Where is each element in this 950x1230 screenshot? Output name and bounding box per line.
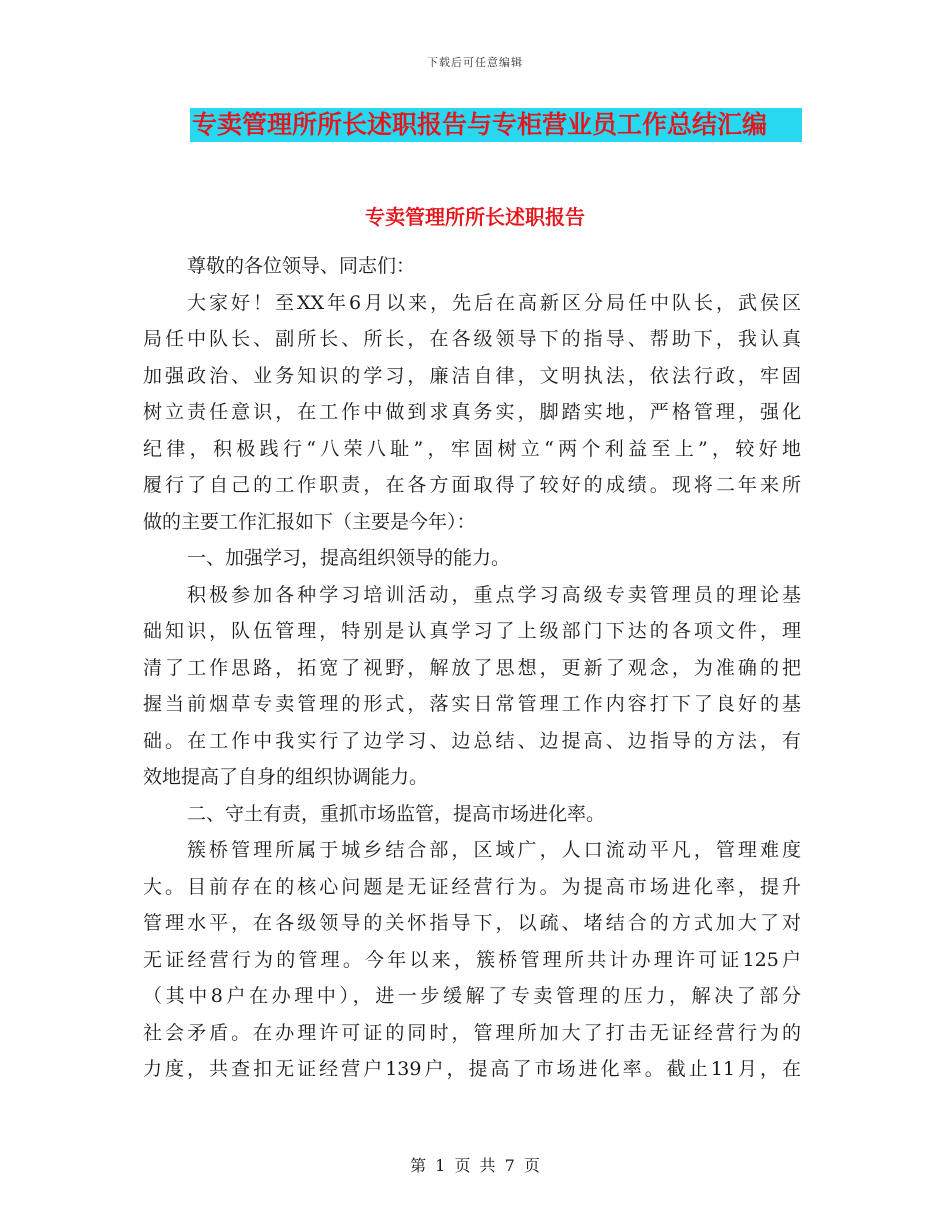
text-line: 社会矛盾。在办理许可证的同时，管理所加大了打击无证经营行为的 [143, 1021, 801, 1044]
text-line: 加强政治、业务知识的学习，廉洁自律，文明执法，依法行政，牢固 [143, 364, 801, 387]
text-line: 纪律，积极践行“八荣八耻”，牢固树立“两个利益至上”，较好地 [143, 437, 801, 460]
header-note: 下载后可任意编辑 [427, 56, 523, 69]
report-body [143, 248, 801, 1088]
text-line: （其中8户在办理中），进一步缓解了专卖管理的压力，解决了部分 [143, 985, 801, 1007]
text-line: 清了工作思路，拓宽了视野，解放了思想，更新了观念，为准确的把 [143, 656, 801, 679]
text-line: 握当前烟草专卖管理的形式，落实日常管理工作内容打下了良好的基 [143, 693, 801, 715]
text-line: 大。目前存在的核心问题是无证经营行为。为提高市场进化率，提升 [143, 875, 801, 898]
text-line: 簇桥管理所属于城乡结合部，区域广，人口流动平凡，管理难度 [187, 839, 801, 861]
text-line: 树立责任意识，在工作中做到求真务实，脚踏实地，严格管理，强化 [143, 401, 801, 423]
text-line: 效地提高了自身的组织协调能力。 [143, 766, 429, 788]
text-line: 一、加强学习，提高组织领导的能力。 [187, 547, 511, 569]
text-line: 无证经营行为的管理。今年以来，簇桥管理所共计办理许可证125户 [143, 948, 801, 971]
text-line: 履行了自己的工作职责，在各方面取得了较好的成绩。现将二年来所 [143, 474, 801, 496]
text-line: 管理水平，在各级领导的关怀指导下，以疏、堵结合的方式加大了对 [143, 912, 801, 934]
section-title: 专卖管理所所长述职报告 [365, 205, 585, 229]
document-title: 专卖管理所所长述职报告与专柜营业员工作总结汇编 [190, 108, 802, 142]
text-line: 础。在工作中我实行了边学习、边总结、边提高、边指导的方法，有 [143, 729, 801, 752]
page-footer: 第 1 页 共 7 页 [410, 1156, 540, 1175]
text-line: 尊敬的各位领导、同志们： [187, 255, 416, 277]
text-line: 大家好！至XX年6月以来，先后在高新区分局任中队长，武侯区 [187, 291, 801, 314]
text-line: 础知识，队伍管理，特别是认真学习了上级部门下达的各项文件，理 [143, 620, 801, 642]
text-line: 二、守土有责，重抓市场监管，提高市场进化率。 [187, 802, 606, 825]
text-line: 局任中队长、副所长、所长，在各级领导下的指导、帮助下，我认真 [143, 328, 801, 350]
document-title-banner [190, 108, 802, 142]
text-line: 做的主要工作汇报如下（主要是今年）： [143, 510, 476, 533]
text-line: 力度，共查扣无证经营户139户，提高了市场进化率。截止11月，在 [143, 1058, 801, 1080]
text-line: 积极参加各种学习培训活动，重点学习高级专卖管理员的理论基 [187, 583, 801, 606]
